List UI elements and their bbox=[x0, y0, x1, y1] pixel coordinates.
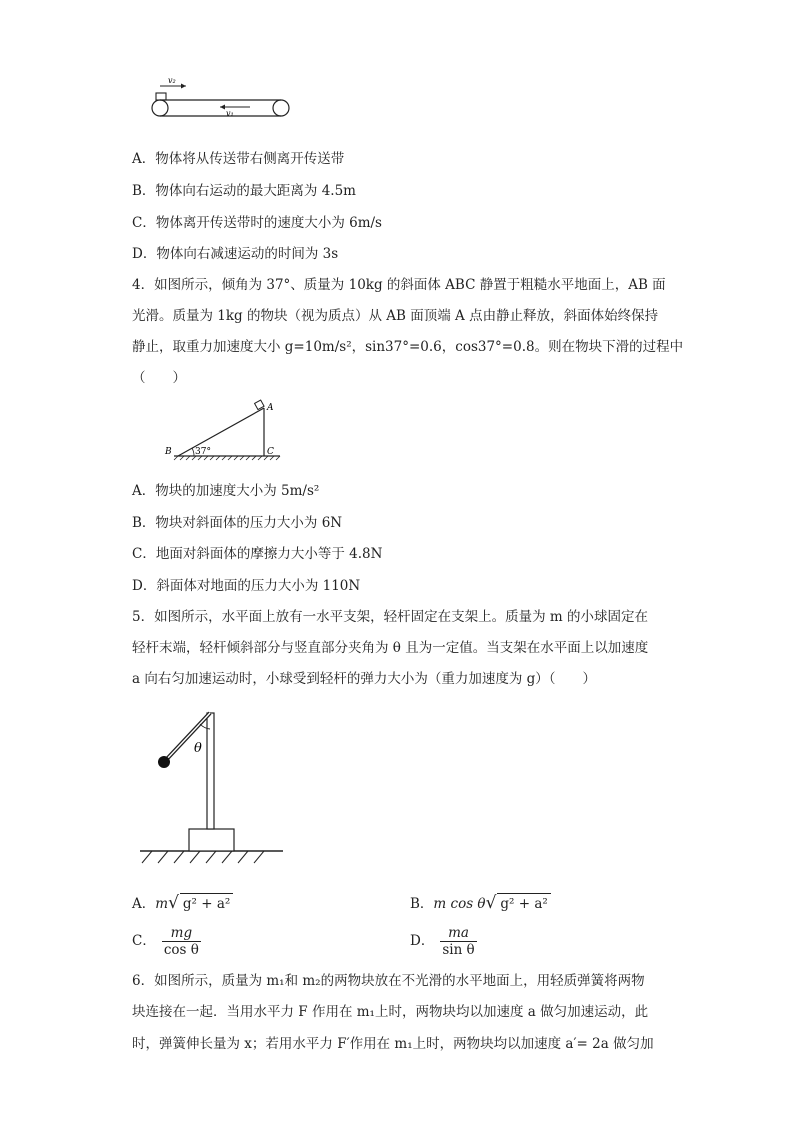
rod-ball-figure bbox=[138, 705, 288, 875]
q5-option-a bbox=[132, 893, 233, 914]
incline-figure bbox=[160, 396, 285, 468]
q5-option-b-coef: m cos θ bbox=[433, 896, 486, 912]
vertex-b-label: B bbox=[165, 447, 172, 457]
q3-option-b: B．物体向右运动的最大距离为 4.5m bbox=[132, 183, 356, 199]
q6-stem-line-3: 时，弹簧伸长量为 x；若用水平力 F′作用在 m₁上时，两物块均以加速度 a′= 2a 做匀加 bbox=[132, 1036, 654, 1052]
q3-option-c: C．物体离开传送带时的速度大小为 6m/s bbox=[132, 215, 382, 231]
q3-option-a: A．物体将从传送带右侧离开传送带 bbox=[132, 151, 345, 167]
q5-option-b-label: B． bbox=[410, 896, 434, 912]
conveyor-belt-figure bbox=[148, 74, 293, 120]
q5-option-d-fraction bbox=[440, 925, 476, 958]
q5-option-c-fraction bbox=[162, 925, 201, 958]
q5-stem-line-2: 轻杆末端，轻杆倾斜部分与竖直部分夹角为 θ 且为一定值。当支架在水平面上以加速度 bbox=[132, 640, 649, 656]
q5-stem-line-3: a 向右匀加速运动时，小球受到轻杆的弹力大小为（重力加速度为 g）（ ） bbox=[132, 671, 597, 687]
q6-stem-line-1: 6．如图所示，质量为 m₁和 m₂的两物块放在不光滑的水平地面上，用轻质弹簧将两物 bbox=[132, 973, 645, 989]
q5-option-b-radicand: g² + a² bbox=[497, 893, 550, 914]
q4-stem-line-1: 4．如图所示，倾角为 37°、质量为 10kg 的斜面体 ABC 静置于粗糙水平地面上，AB 面 bbox=[132, 277, 666, 293]
fraction-denominator: sin θ bbox=[442, 942, 475, 958]
radical-sign: √ bbox=[168, 893, 179, 913]
fraction-numerator: mg bbox=[162, 925, 201, 942]
q3-option-d: D．物体向右减速运动的时间为 3s bbox=[132, 246, 339, 262]
fraction-denominator: cos θ bbox=[163, 942, 199, 958]
q4-stem-line-2: 光滑。质量为 1kg 的物块（视为质点）从 AB 面顶端 A 点由静止释放，斜面体始终保持 bbox=[132, 308, 659, 324]
q5-option-a-radicand: g² + a² bbox=[180, 893, 233, 914]
q5-option-c bbox=[132, 925, 201, 958]
q5-option-c-label: C． bbox=[132, 933, 156, 949]
q5-option-d-label: D． bbox=[410, 933, 435, 949]
radical-sign: √ bbox=[485, 893, 497, 913]
q4-option-a: A．物块的加速度大小为 5m/s² bbox=[132, 483, 320, 499]
q6-stem-line-2: 块连接在一起．当用水平力 F 作用在 m₁上时，两物块均以加速度 a 做匀加速运动，此 bbox=[132, 1004, 649, 1020]
theta-label: θ bbox=[194, 741, 202, 756]
q4-option-c: C．地面对斜面体的摩擦力大小等于 4.8N bbox=[132, 546, 383, 562]
vertex-a-label: A bbox=[267, 403, 274, 413]
v1-label: v₁ bbox=[226, 109, 234, 118]
q5-option-a-label: A． bbox=[132, 896, 156, 912]
fraction-numerator: ma bbox=[440, 925, 476, 942]
q5-stem-line-1: 5．如图所示，水平面上放有一水平支架，轻杆固定在支架上。质量为 m 的小球固定在 bbox=[132, 609, 648, 625]
q4-stem-line-3: 静止，取重力加速度大小 g=10m/s²，sin37°=0.6，cos37°=0.8。则在物块下滑的过程中 bbox=[132, 339, 684, 355]
angle-label: 37° bbox=[195, 447, 211, 457]
v2-label: v₂ bbox=[168, 76, 176, 85]
q4-option-b: B．物块对斜面体的压力大小为 6N bbox=[132, 515, 343, 531]
q4-stem-line-4: （ ） bbox=[132, 370, 186, 386]
q5-option-d bbox=[410, 925, 477, 958]
q5-option-a-mass: m bbox=[155, 896, 169, 912]
q4-option-d: D．斜面体对地面的压力大小为 110N bbox=[132, 578, 361, 594]
q5-option-b bbox=[410, 893, 551, 914]
vertex-c-label: C bbox=[267, 447, 274, 457]
